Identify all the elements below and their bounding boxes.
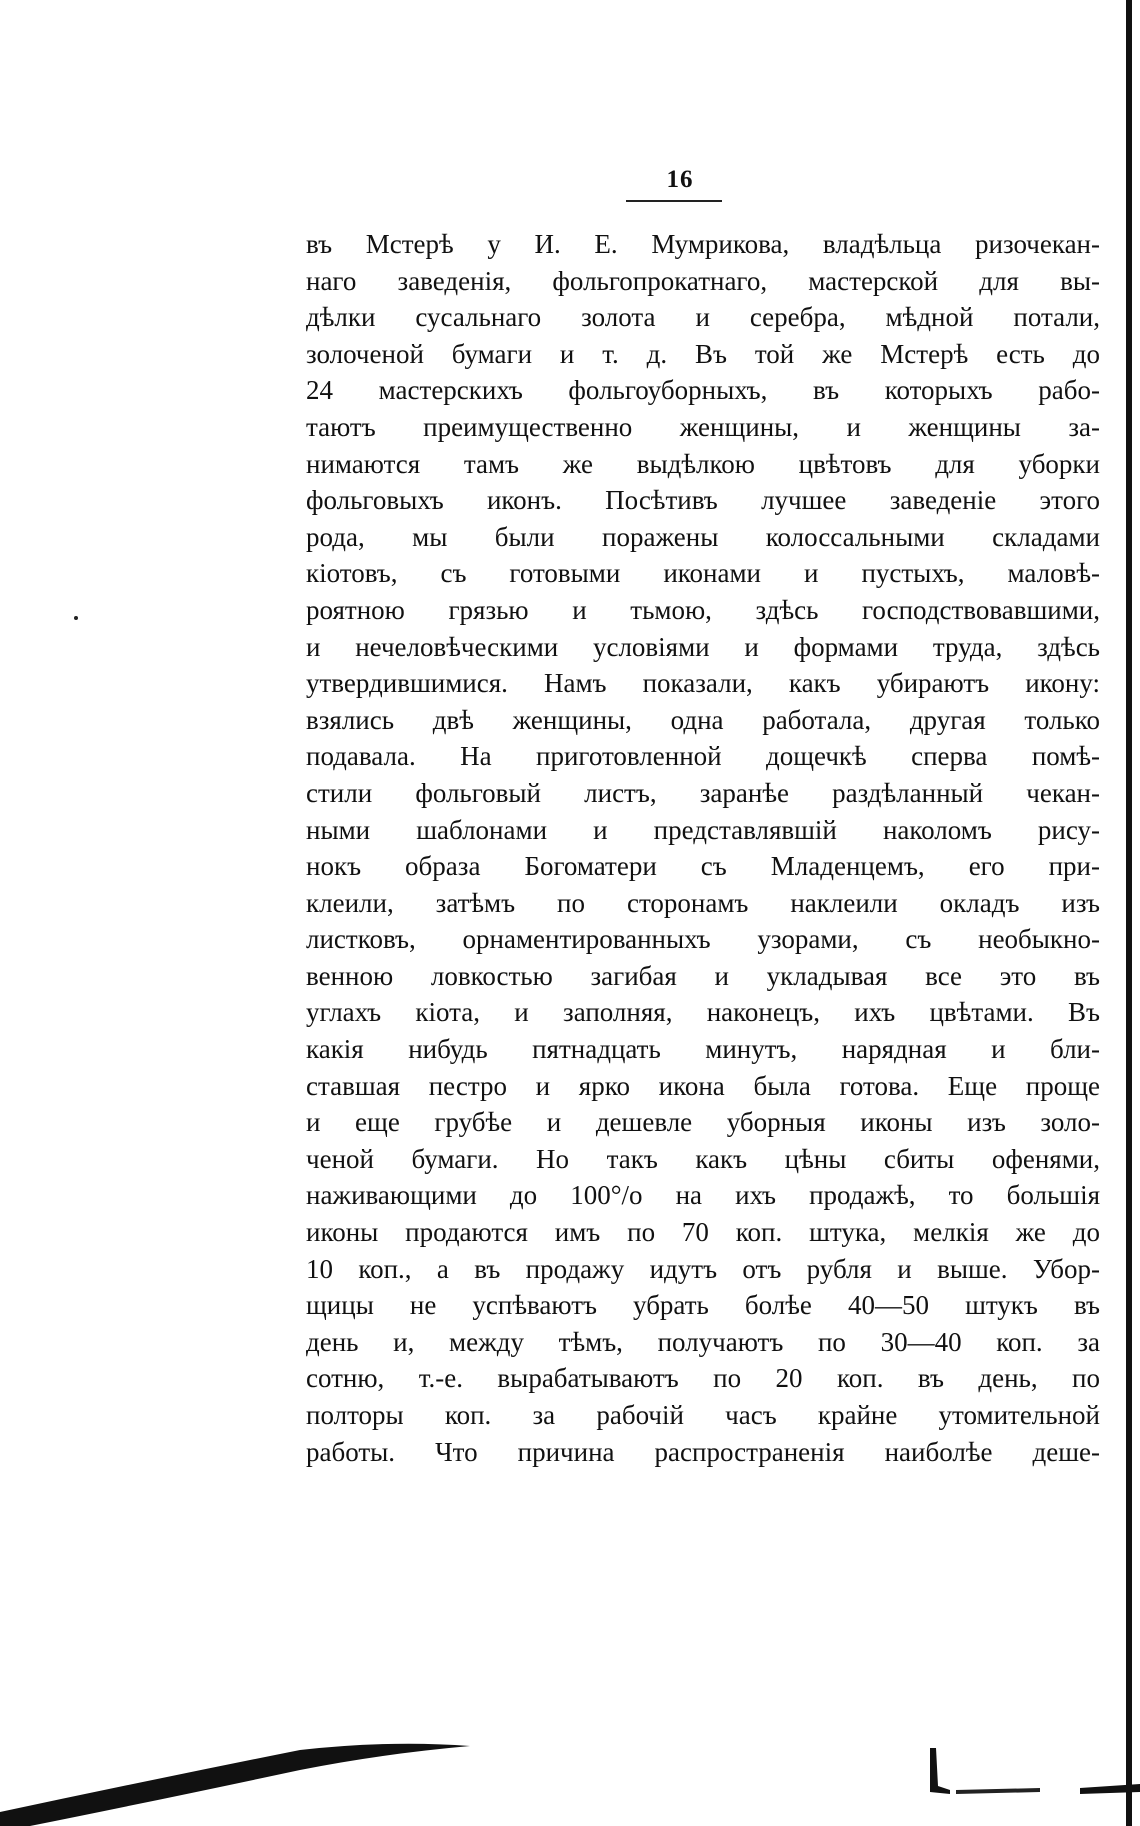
text-line: ставшая пестро и ярко икона была готова. Еще проще: [306, 1070, 1100, 1101]
text-line: рода, мы были поражены колоссальными складами: [306, 521, 1100, 552]
text-line: сотню, т.-е. вырабатываютъ по 20 коп. въ день, по: [306, 1363, 1100, 1394]
text-line: 10 коп., а въ продажу идутъ отъ рубля и выше. Убор-: [306, 1253, 1100, 1284]
text-line: ченой бумаги. Но такъ какъ цѣны сбиты офенями,: [306, 1143, 1100, 1174]
text-line: ными шаблонами и представлявшій наколомъ рису-: [306, 814, 1100, 845]
text-line: наго заведенія, фольгопрокатнаго, мастерской для вы-: [306, 265, 1100, 296]
text-line: нимаются тамъ же выдѣлкою цвѣтовъ для уборки: [306, 448, 1100, 479]
text-line: иконы продаются имъ по 70 коп. штука, мелкія же до: [306, 1217, 1100, 1248]
text-line: клеили, затѣмъ по сторонамъ наклеили окладъ изъ: [306, 887, 1100, 918]
text-line: въ Мстерѣ у И. Е. Мумрикова, владѣльца ризочекан-: [306, 229, 1100, 259]
scan-smudge-bottom-right: [930, 1740, 1140, 1800]
text-line: фольговыхъ иконъ. Посѣтивъ лучшее заведеніе этого: [306, 485, 1100, 516]
page-edge-shadow: [1126, 0, 1132, 1826]
text-line: дѣлки сусальнаго золота и серебра, мѣдной потали,: [306, 302, 1100, 333]
text-line: стили фольговый листъ, заранѣе раздѣланный чекан-: [306, 777, 1100, 808]
text-line: углахъ кіота, и заполняя, наконецъ, ихъ цвѣтами. Въ: [306, 997, 1100, 1028]
text-line: день и, между тѣмъ, получаютъ по 30—40 коп. за: [306, 1326, 1100, 1357]
text-line: взялись двѣ женщины, одна работала, другая только: [306, 704, 1100, 735]
text-line: венною ловкостью загибая и укладывая все это въ: [306, 960, 1100, 991]
text-line: нокъ образа Богоматери съ Младенцемъ, его при-: [306, 851, 1100, 882]
text-line: утвердившимися. Намъ показали, какъ убираютъ икону:: [306, 668, 1100, 699]
page-number: 16: [666, 166, 694, 193]
text-line: кіотовъ, съ готовыми иконами и пустыхъ, маловѣ-: [306, 558, 1100, 589]
text-line: работы. Что причина распространенія наиболѣе деше-: [306, 1436, 1100, 1467]
text-line: какія нибудь пятнадцать минутъ, нарядная и бли-: [306, 1034, 1100, 1065]
text-line: листковъ, орнаментированныхъ узорами, съ необыкно-: [306, 924, 1100, 955]
text-line: наживающими до 100°/о на ихъ продажѣ, то большія: [306, 1180, 1100, 1211]
text-line: полторы коп. за рабочій часъ крайне утомительной: [306, 1400, 1100, 1430]
text-line: таютъ преимущественно женщины, и женщины за-: [306, 411, 1100, 442]
text-line: и еще грубѣе и дешевле уборныя иконы изъ золо-: [306, 1107, 1100, 1138]
text-line: подавала. На приготовленной дощечкѣ сперва помѣ-: [306, 741, 1100, 772]
text-line: и нечеловѣческими условіями и формами труда, здѣсь: [306, 631, 1100, 662]
text-line: щицы не успѣваютъ убрать болѣе 40—50 штукъ въ: [306, 1290, 1100, 1321]
scan-smudge-bottom-left: [0, 1740, 470, 1826]
page-number-rule: [626, 200, 722, 202]
text-line: золоченой бумаги и т. д. Въ той же Мстерѣ есть до: [306, 338, 1100, 369]
text-line: 24 мастерскихъ фольгоуборныхъ, въ которыхъ рабо-: [306, 375, 1100, 406]
text-line: роятною грязью и тьмою, здѣсь господствовавшими,: [306, 594, 1100, 625]
body-text: [306, 226, 1100, 1470]
stray-ink-dot: [74, 616, 78, 620]
